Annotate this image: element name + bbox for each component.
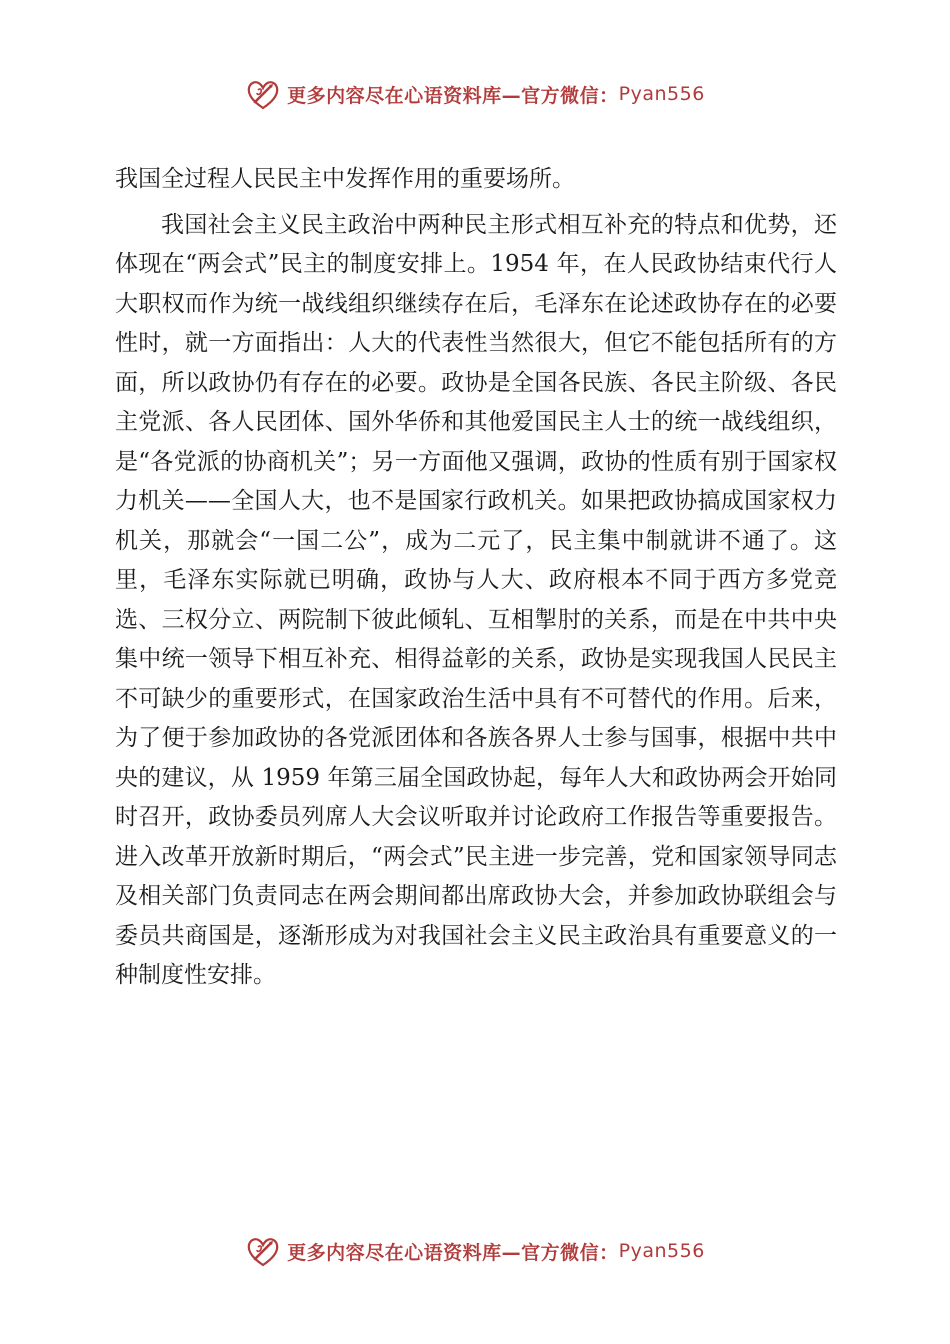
banner-wechat-id: Pyan556 bbox=[618, 1240, 705, 1262]
heart-pen-logo-icon bbox=[245, 76, 281, 112]
banner-text: 更多内容尽在心语资料库—官方微信： bbox=[287, 1241, 619, 1264]
footer-banner bbox=[0, 1229, 950, 1273]
paragraph-continuation: 我国全过程人民民主中发挥作用的重要场所。 bbox=[115, 166, 575, 192]
heart-pen-logo-icon bbox=[245, 1233, 281, 1269]
document-body bbox=[115, 160, 837, 996]
header-banner bbox=[0, 72, 950, 116]
paragraph-main: 我国社会主义民主政治中两种民主形式相互补充的特点和优势，还体现在“两会式”民主的制度安排上。1954 年，在人民政协结束代行人大职权而作为统一战线组织继续存在后，毛泽东在论述政协存在的必要性时，就一方面指出：人大的代表性当然很大，但它不能包括所有的方面，所以政协仍有存在的必要。政协是全国各民族、各民主阶级、各民主党派、各人民团体、国外华侨和其他爱国民主人士的统一战线组织，是“各党派的协商机关”；另一方面他又强调，政协的性质有别于国家权力机关——全国人大，也不是国家行政机关。如果把政协搞成国家权力机关，那就会“一国二公”，成为二元了，民主集中制就讲不通了。这里，毛泽东实际就已明确，政协与人大、政府根本不同于西方多党竞选、三权分立、两院制下彼此倾轧、互相掣肘的关系，而是在中共中央集中统一领导下相互补充、相得益彰的关系，政协是实现我国人民民主不可缺少的重要形式，在国家政治生活中具有不可替代的作用。后来，为了便于参加政协的各党派团体和各族各界人士参与国事，根据中共中央的建议，从 1959 年第三届全国政协起，每年人大和政协两会开始同时召开，政协委员列席人大会议听取并讨论政府工作报告等重要报告。进入改革开放新时期后，“两会式”民主进一步完善，党和国家领导同志及相关部门负责同志在两会期间都出席政协大会，并参加政协联组会与委员共商国是，逐渐形成为对我国社会主义民主政治具有重要意义的一种制度性安排。 bbox=[115, 211, 837, 988]
banner-text: 更多内容尽在心语资料库—官方微信： bbox=[287, 84, 619, 107]
banner-wechat-id: Pyan556 bbox=[618, 83, 705, 105]
